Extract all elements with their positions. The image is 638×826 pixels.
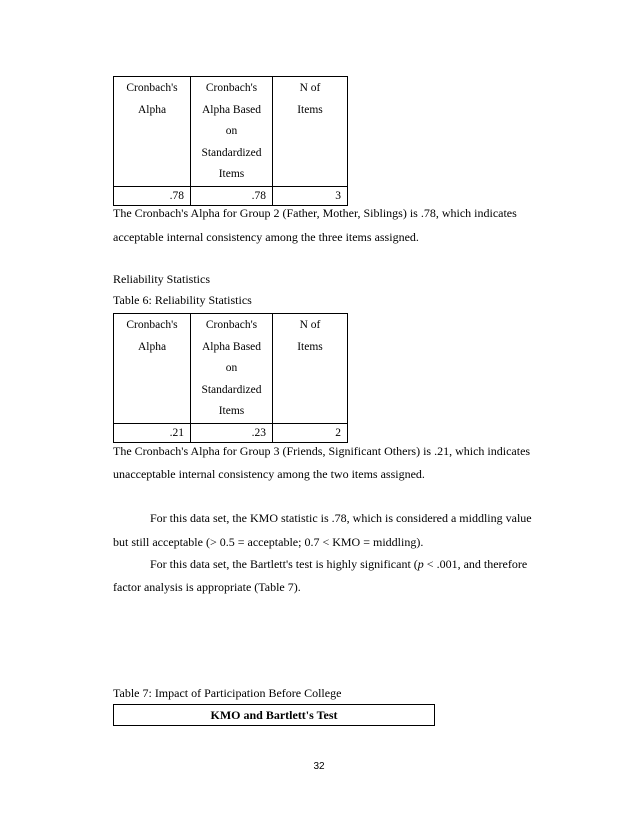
bartlett-text-before-p: For this data set, the Bartlett's test is highly significant (: [150, 557, 418, 571]
table-value-row: [114, 186, 348, 205]
header-alpha-standardized: Cronbach's Alpha Based on Standardized Items: [191, 314, 273, 424]
page-number: 32: [313, 761, 325, 772]
value-alpha-standardized: .23: [191, 423, 273, 442]
header-alpha-standardized: Cronbach's Alpha Based on Standardized Items: [191, 77, 273, 187]
value-cronbachs-alpha: .78: [114, 186, 191, 205]
reliability-table-group2: [113, 76, 348, 206]
group2-text-line1: The Cronbach's Alpha for Group 2 (Father, Mother, Siblings) is .78, which indicates: [113, 206, 517, 220]
table-header-row: [114, 314, 348, 424]
kmo-bartlett-table-title: KMO and Bartlett's Test: [113, 704, 435, 726]
table-header-row: [114, 77, 348, 187]
header-n-of-items: N of Items: [273, 314, 348, 424]
table7-caption: Table 7: Impact of Participation Before College: [113, 686, 342, 700]
table6-caption: Table 6: Reliability Statistics: [113, 293, 252, 307]
group3-text-line2: unacceptable internal consistency among the two items assigned.: [113, 467, 425, 481]
value-cronbachs-alpha: .21: [114, 423, 191, 442]
kmo-text-line1: For this data set, the KMO statistic is .78, which is considered a middling value: [150, 511, 532, 525]
group3-text-line1: The Cronbach's Alpha for Group 3 (Friends, Significant Others) is .21, which indicates: [113, 444, 531, 458]
header-cronbachs-alpha: Cronbach's Alpha: [114, 77, 191, 187]
bartlett-text-after-p: < .001, and therefore: [423, 557, 528, 571]
value-n-of-items: 3: [273, 186, 348, 205]
reliability-heading: Reliability Statistics: [113, 272, 210, 286]
bartlett-p-symbol: p: [417, 557, 424, 571]
bartlett-text-line2: factor analysis is appropriate (Table 7).: [113, 580, 301, 594]
header-cronbachs-alpha: Cronbach's Alpha: [114, 314, 191, 424]
header-n-of-items: N of Items: [273, 77, 348, 187]
value-n-of-items: 2: [273, 423, 348, 442]
reliability-table-group3: [113, 313, 348, 443]
bartlett-text-line1: [150, 557, 527, 572]
table-value-row: [114, 423, 348, 442]
kmo-text-line2: but still acceptable (> 0.5 = acceptable; 0.7 < KMO = middling).: [113, 535, 424, 549]
group2-text-line2: acceptable internal consistency among the three items assigned.: [113, 230, 419, 244]
value-alpha-standardized: .78: [191, 186, 273, 205]
